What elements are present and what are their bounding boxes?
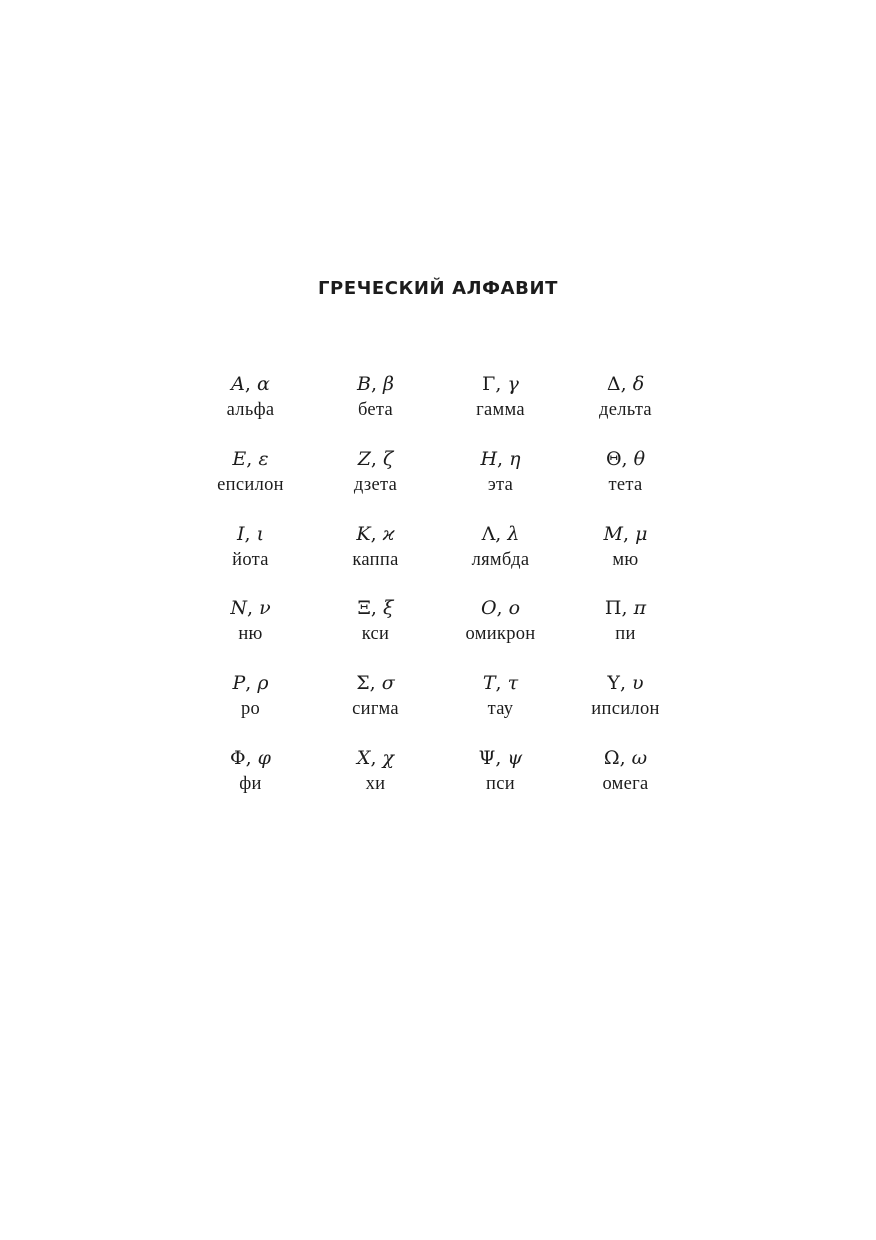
uppercase-letter: Φ [230,746,246,769]
letter-cell [563,520,688,595]
letter-glyphs [188,370,313,398]
letter-glyphs [313,594,438,622]
letter-cell [563,744,688,819]
letter-separator: , [620,373,633,395]
letter-name: мю [612,549,639,570]
letter-name: ро [240,699,261,720]
letter-glyphs [313,520,438,548]
letter-cell [438,744,563,819]
letter-glyphs [438,520,563,548]
lowercase-letter: ϰ [382,522,395,545]
letter-glyphs [438,669,563,697]
letter-glyphs [563,594,688,622]
letter-name: пси [486,773,515,794]
uppercase-letter: Ψ [478,746,496,769]
letter-name: йота [232,549,269,570]
uppercase-letter: Π [604,597,622,620]
letter-name: сигма [352,699,399,720]
uppercase-letter: N [230,597,247,620]
letter-glyphs [313,744,438,772]
uppercase-letter: Ω [603,746,620,769]
letter-separator: , [370,373,384,395]
uppercase-letter: A [231,373,245,395]
uppercase-letter: Λ [481,522,496,545]
letter-cell [188,520,313,595]
letter-separator: , [369,672,382,695]
letter-cell [313,445,438,520]
letter-name: дельта [599,400,652,420]
letter-cell [313,594,438,669]
letter-separator: , [246,597,260,620]
letter-separator: , [497,447,510,470]
letter-separator: , [495,746,508,769]
lowercase-letter: ι [256,522,265,545]
letter-glyphs [313,370,438,398]
uppercase-letter: Ξ [357,597,371,620]
letter-separator: , [495,373,508,395]
uppercase-letter: M [603,522,623,545]
lowercase-letter: β [383,373,395,395]
uppercase-letter: Υ [607,672,620,695]
letter-name: епсилон [217,474,284,495]
lowercase-letter: γ [507,373,519,395]
lowercase-letter: ξ [383,597,394,620]
letter-cell [438,520,563,595]
letter-name: бета [357,400,394,420]
letter-cell [188,744,313,819]
greek-alphabet-table [188,370,688,819]
page-title: ГРЕЧЕСКИЙ АЛФАВИТ [317,278,559,299]
letter-separator: , [244,522,257,545]
letter-separator: , [495,522,508,545]
letter-cell [563,370,688,445]
letter-separator: , [370,597,383,620]
lowercase-letter: χ [382,746,395,769]
letter-glyphs [188,594,313,622]
letter-separator: , [370,522,383,545]
letter-separator: , [246,447,259,470]
letter-glyphs [438,744,563,772]
letter-cell [188,370,313,445]
letter-cell [563,445,688,520]
letter-separator: , [245,746,258,769]
letter-separator: , [495,672,508,695]
letter-name: ипсилон [591,699,660,720]
uppercase-letter: Γ [482,373,496,395]
letter-name: тета [608,474,643,495]
uppercase-letter: Σ [356,672,370,695]
letter-glyphs [563,520,688,548]
letter-cell [188,594,313,669]
letter-separator: , [623,522,636,545]
lowercase-letter: α [256,373,270,395]
letter-separator: , [621,447,634,470]
uppercase-letter: E [232,447,247,470]
lowercase-letter: ζ [382,447,394,470]
lowercase-letter: σ [381,672,395,695]
letter-name: каппа [352,549,399,570]
uppercase-letter: Θ [605,447,622,470]
letter-cell [313,520,438,595]
lowercase-letter: ρ [257,672,269,695]
uppercase-letter: P [232,672,246,695]
letter-glyphs [188,744,313,772]
letter-cell [438,594,563,669]
letter-name: омега [602,773,649,794]
letter-cell [563,669,688,744]
uppercase-letter: K [356,522,371,545]
lowercase-letter: ν [259,597,271,620]
lowercase-letter: φ [257,746,271,769]
letter-name: эта [487,474,514,495]
letter-separator: , [496,597,509,620]
letter-cell [563,594,688,669]
letter-separator: , [370,447,383,470]
letter-cell [438,370,563,445]
letter-glyphs [438,594,563,622]
letter-glyphs [563,445,688,473]
letter-separator: , [370,746,383,769]
letter-name: хи [365,773,386,794]
letter-glyphs [563,744,688,772]
uppercase-letter: B [356,373,371,395]
lowercase-letter: η [509,447,521,470]
letter-glyphs [563,370,688,398]
letter-glyphs [563,669,688,697]
letter-separator: , [619,746,632,769]
letter-name: омикрон [465,624,536,645]
letter-name: пи [615,624,636,645]
letter-name: дзета [353,474,398,495]
uppercase-letter: Z [357,447,371,470]
letter-name: альфа [226,400,275,420]
lowercase-letter: τ [507,672,519,695]
uppercase-letter: T [482,672,496,695]
uppercase-letter: H [480,447,498,470]
lowercase-letter: μ [635,522,648,545]
letter-glyphs [188,520,313,548]
lowercase-letter: δ [632,373,645,395]
letter-glyphs [438,370,563,398]
letter-separator: , [244,373,257,395]
lowercase-letter: υ [632,672,644,695]
letter-glyphs [188,669,313,697]
uppercase-letter: X [356,746,371,769]
uppercase-letter: Δ [606,373,621,395]
letter-separator: , [245,672,258,695]
letter-separator: , [619,672,633,695]
letter-cell [313,744,438,819]
letter-name: тау [487,699,514,720]
letter-name: ню [238,624,263,645]
letter-separator: , [621,597,634,620]
uppercase-letter: O [480,597,497,620]
letter-name: кси [361,624,390,645]
lowercase-letter: π [633,597,647,620]
letter-cell [188,445,313,520]
letter-glyphs [188,445,313,473]
letter-glyphs [313,669,438,697]
letter-cell [438,445,563,520]
uppercase-letter: I [236,522,245,545]
letter-glyphs [438,445,563,473]
letter-cell [313,669,438,744]
lowercase-letter: ω [631,746,648,769]
letter-name: лямбда [471,549,530,570]
letter-cell [438,669,563,744]
letter-cell [188,669,313,744]
letter-name: гамма [476,400,525,420]
lowercase-letter: o [508,597,521,620]
letter-name: фи [239,773,262,794]
lowercase-letter: ε [258,447,269,470]
lowercase-letter: ψ [507,746,523,769]
lowercase-letter: λ [507,522,520,545]
lowercase-letter: θ [633,447,646,470]
letter-cell [313,370,438,445]
letter-glyphs [313,445,438,473]
